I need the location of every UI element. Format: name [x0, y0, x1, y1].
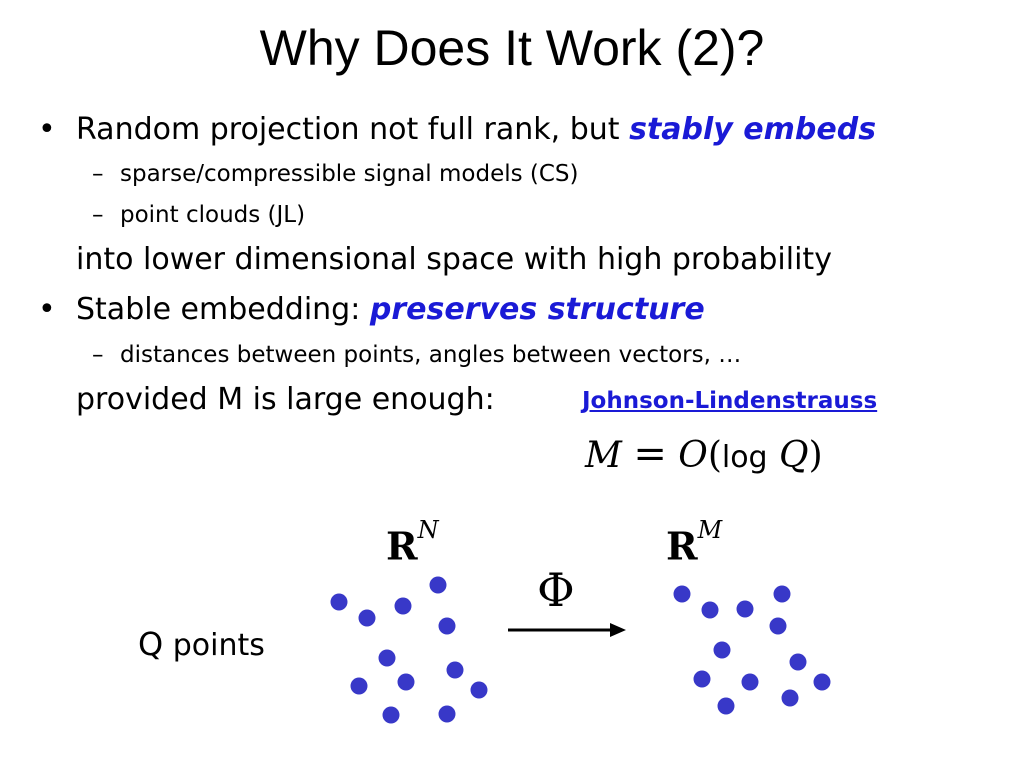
target-cloud-point — [718, 698, 735, 715]
target-space-exponent: M — [697, 516, 723, 544]
subitem-1-1-marker: – — [92, 161, 104, 187]
source-point-cloud — [331, 577, 488, 724]
subitem-1-2-marker: – — [92, 202, 104, 228]
projection-phi-symbol: Φ — [537, 563, 575, 617]
source-cloud-point — [379, 650, 396, 667]
q-points-text: points — [163, 628, 265, 663]
target-point-cloud — [674, 586, 831, 715]
target-cloud-point — [770, 618, 787, 635]
source-cloud-point — [383, 707, 400, 724]
source-cloud-point — [395, 598, 412, 615]
source-cloud-point — [430, 577, 447, 594]
slide-title: Why Does It Work (2)? — [259, 20, 765, 76]
bullet-1-text: Random projection not full rank, but — [76, 112, 630, 147]
formula-close-paren: ) — [808, 435, 823, 476]
subitem-2-1: distances between points, angles between vectors, … — [120, 342, 742, 368]
target-cloud-point — [674, 586, 691, 603]
bullet-2-text: Stable embedding: — [76, 292, 370, 327]
source-cloud-point — [359, 610, 376, 627]
bullet-1-emphasis: stably embeds — [629, 112, 877, 147]
bullet-2-marker: • — [38, 292, 56, 327]
target-cloud-point — [694, 671, 711, 688]
source-space-exponent: N — [417, 516, 439, 544]
bullet-1-continuation: into lower dimensional space with high probability — [76, 242, 832, 277]
subitem-2-1-marker: – — [92, 342, 104, 368]
subitem-1-1: sparse/compressible signal models (CS) — [120, 161, 579, 187]
target-cloud-point — [782, 690, 799, 707]
q-points-letter: Q — [138, 625, 164, 663]
bullet-1-marker: • — [38, 112, 56, 147]
subitem-1-2: point clouds (JL) — [120, 202, 306, 228]
johnson-lindenstrauss-link[interactable]: Johnson-Lindenstrauss — [582, 388, 878, 414]
formula-log: log — [721, 440, 768, 475]
source-cloud-point — [398, 674, 415, 691]
target-cloud-point — [774, 586, 791, 603]
formula-open-paren: ( — [707, 435, 722, 476]
source-space-base: R — [386, 523, 418, 569]
projection-arrow — [508, 623, 626, 637]
bullet-2-emphasis: preserves structure — [369, 292, 705, 327]
target-cloud-point — [790, 654, 807, 671]
formula-arg: Q — [779, 435, 809, 476]
target-cloud-point — [814, 674, 831, 691]
formula-big-o: O — [678, 435, 708, 476]
source-cloud-point — [447, 662, 464, 679]
projection-arrow-head — [610, 623, 626, 637]
target-cloud-point — [742, 674, 759, 691]
source-cloud-point — [439, 618, 456, 635]
formula-lhs: M — [585, 435, 622, 476]
target-cloud-point — [737, 601, 754, 618]
target-cloud-point — [702, 602, 719, 619]
bullet-2-continuation: provided M is large enough: — [76, 382, 495, 417]
target-space-base: R — [666, 523, 698, 569]
source-cloud-point — [439, 706, 456, 723]
source-cloud-point — [331, 594, 348, 611]
source-cloud-point — [471, 682, 488, 699]
source-cloud-point — [351, 678, 368, 695]
target-cloud-point — [714, 642, 731, 659]
formula-equals: = — [633, 431, 667, 477]
